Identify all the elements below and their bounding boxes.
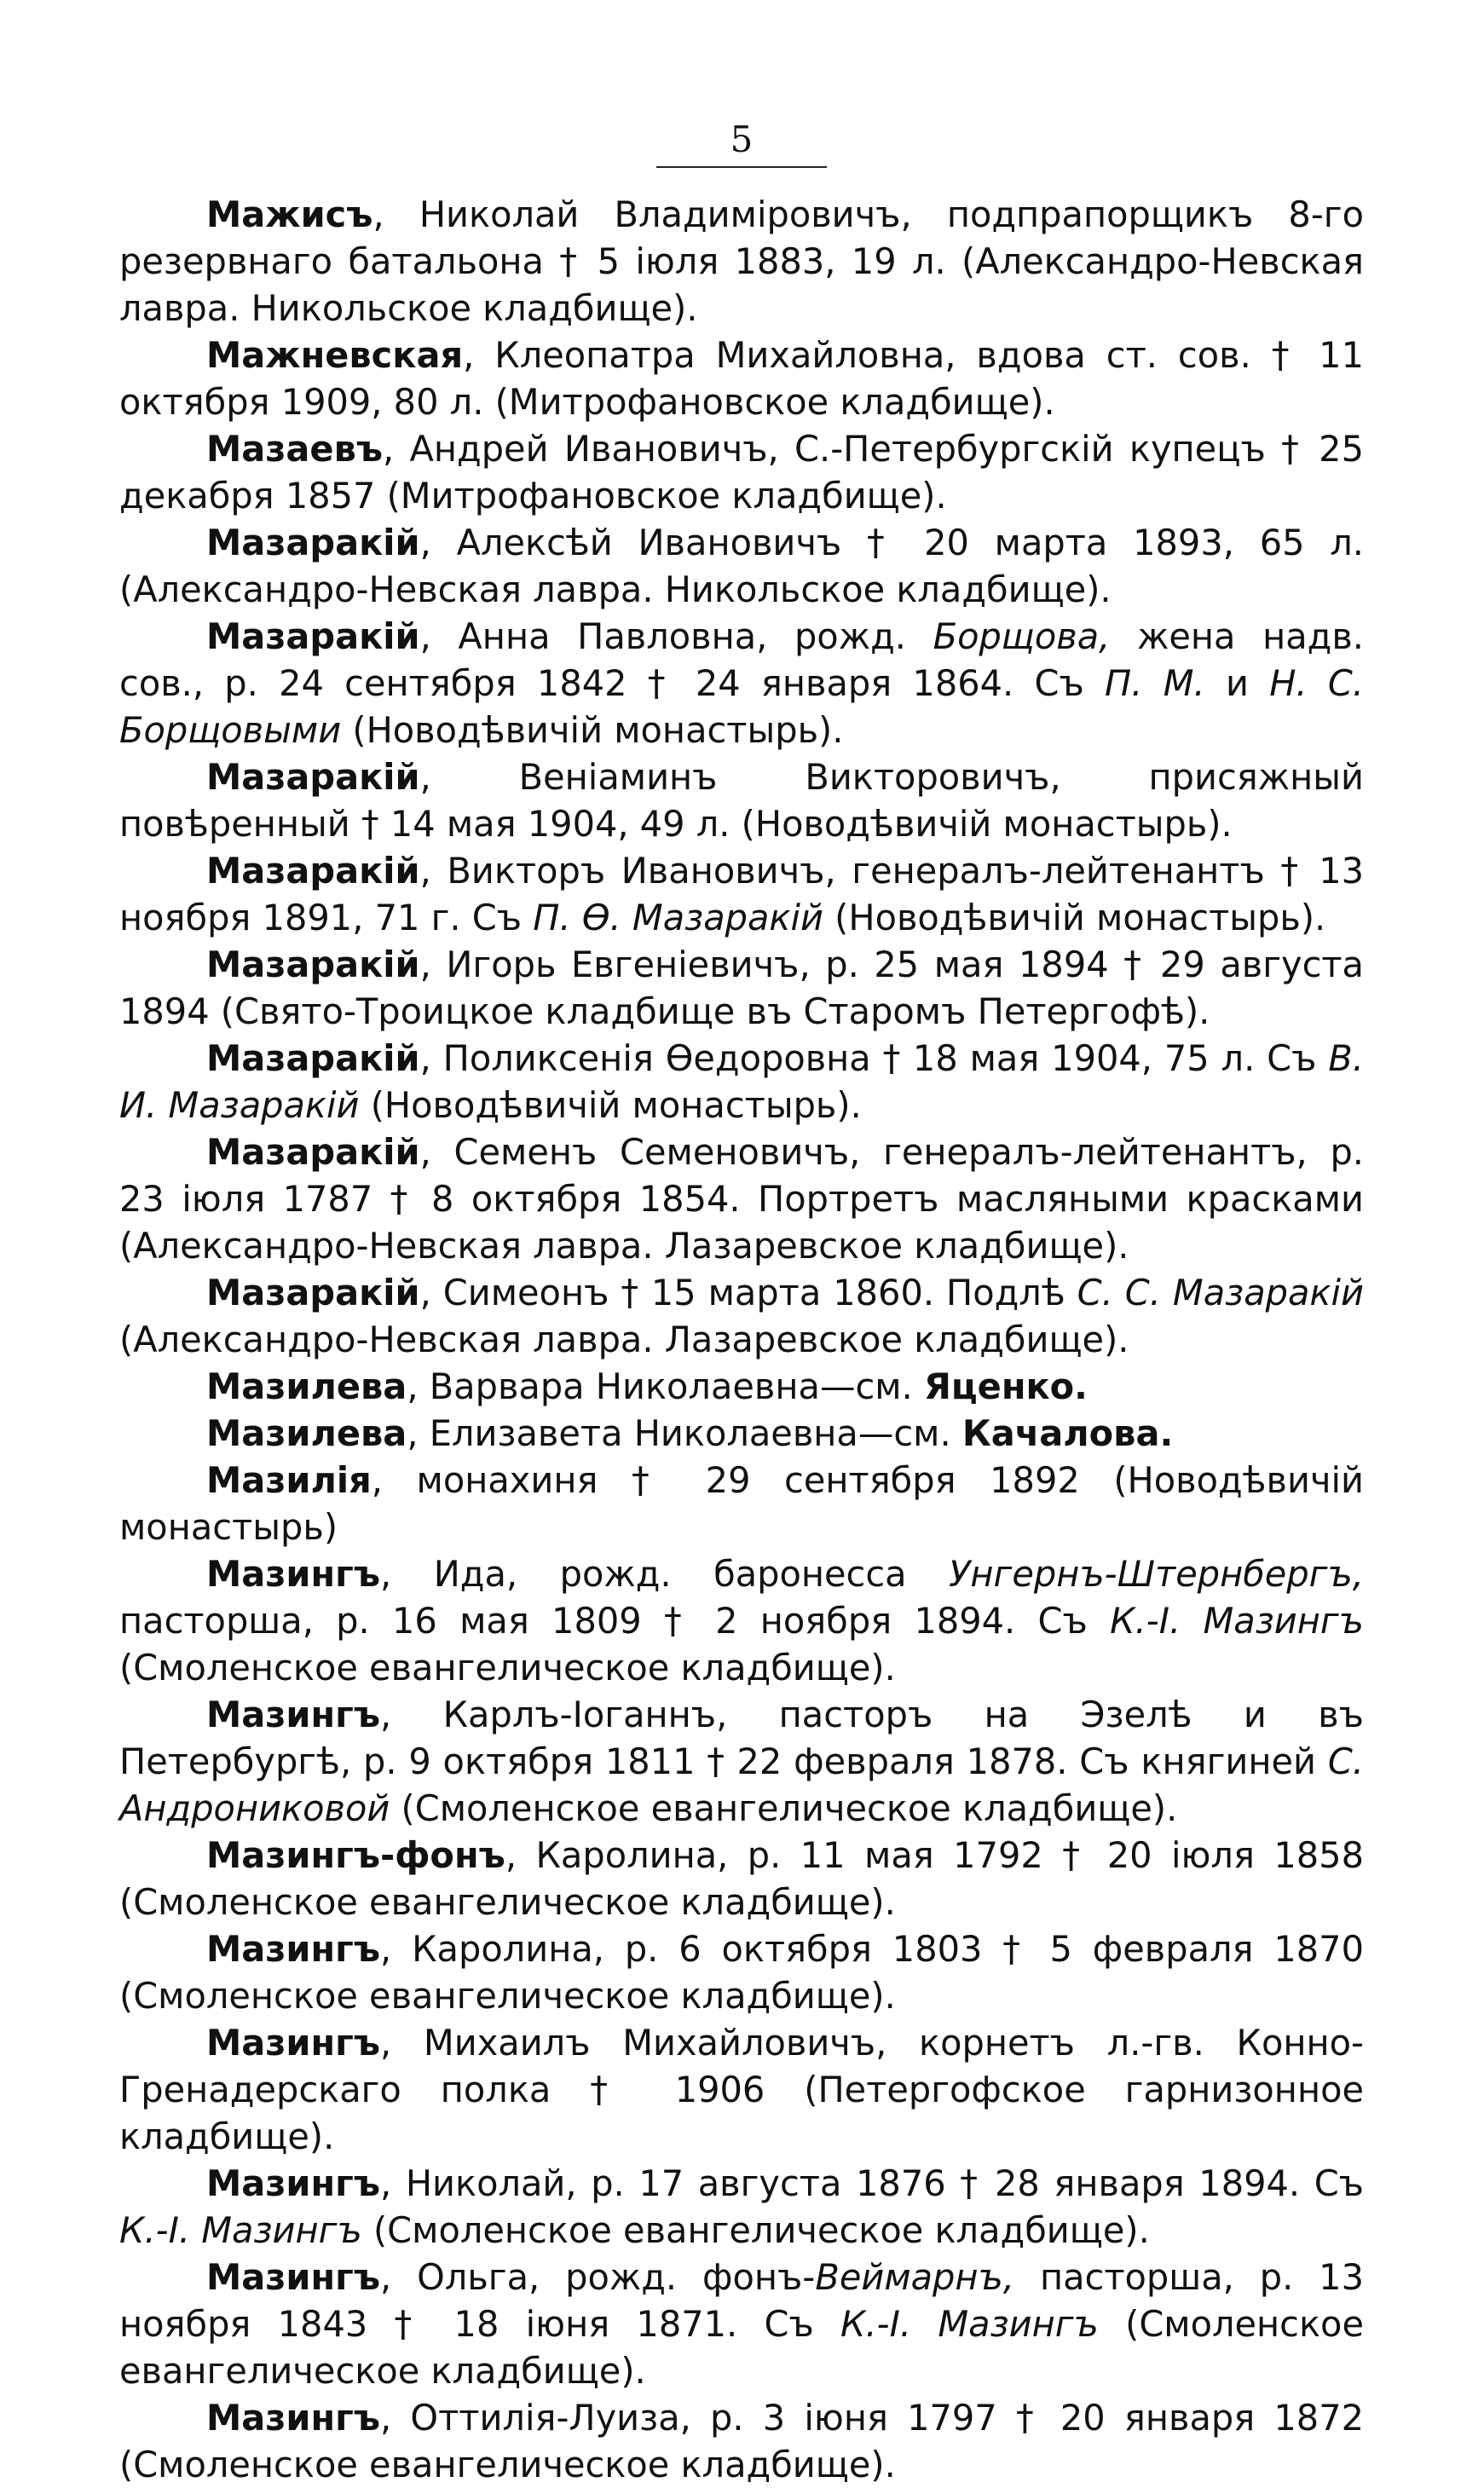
entry-headword: Мажисъ xyxy=(206,193,373,235)
entry-italic-name: П. Ѳ. Мазаракій xyxy=(533,897,823,938)
entry-text: (Смоленское евангелическое кладбище). xyxy=(361,2209,1150,2251)
entry-text: жена надв. сов., р. 24 сентября 1842 † 24 января 1864. Съ xyxy=(119,615,1364,704)
entry xyxy=(119,1832,1364,1925)
entry-text: , Николай Владиміровичъ, подпрапорщикъ 8-го резервнаго батальона † 5 іюля 1883, 19 л. (Александро-Невская лавра. Никольское кладбище). xyxy=(119,193,1364,329)
entry-text: , Ида, рожд. баронесса xyxy=(380,1553,950,1595)
entry-italic-name: Борщова, xyxy=(933,615,1111,657)
entry xyxy=(119,1035,1364,1129)
entry-italic-name: Н. С. Борщовыми xyxy=(119,662,1365,751)
entry-text: (Смоленское евангелическое кладбище). xyxy=(390,1787,1178,1829)
entry xyxy=(119,1269,1364,1363)
entry xyxy=(119,1457,1364,1550)
entry-text: , монахиня † 29 сентября 1892 (Новодѣвичій монастырь) xyxy=(119,1459,1364,1548)
entry-headword: Мазаракій xyxy=(206,756,420,798)
entry-headword: Мазаракій xyxy=(206,522,420,563)
entry-text: , Оттилія-Луиза, р. 3 іюня 1797 † 20 января 1872 (Смоленское евангелическое кладбище). xyxy=(119,2397,1364,2485)
entry-headword: Мазаракій xyxy=(206,1272,420,1313)
entry-headword: Мазаракій xyxy=(206,1131,420,1173)
entry-headword: Яценко. xyxy=(923,1365,1088,1407)
entry-text: , Симеонъ † 15 марта 1860. Подлѣ xyxy=(419,1272,1077,1313)
entry-italic-name: В. И. Мазаракій xyxy=(119,1037,1364,1126)
entry-list xyxy=(119,191,1364,2488)
entry-italic-name: С. Андрониковой xyxy=(119,1740,1364,1829)
entry-text: (Смоленское евангелическое кладбище). xyxy=(119,1647,896,1688)
entry-italic-name: Веймарнъ, xyxy=(815,2256,1015,2298)
entry xyxy=(119,519,1364,613)
entry-headword: Мажневская xyxy=(206,334,464,376)
entry xyxy=(119,1550,1364,1691)
entry xyxy=(119,847,1364,941)
entry-headword: Мазингъ xyxy=(206,2397,381,2439)
entry-text: , Каролина, р. 6 октября 1803 † 5 февраля 1870 (Смоленское евангелическое кладбище). xyxy=(119,1928,1364,2017)
entry-headword: Мазаракій xyxy=(206,615,420,657)
entry-text: , Варвара Николаевна—см. xyxy=(407,1365,924,1407)
entry xyxy=(119,941,1364,1035)
entry xyxy=(119,425,1364,519)
entry-headword: Мазилія xyxy=(206,1459,372,1501)
entry-headword: Мазаракій xyxy=(206,1037,420,1079)
entry-italic-name: К.-І. Мазингъ xyxy=(840,2303,1099,2345)
entry-headword: Мазингъ xyxy=(206,2256,381,2298)
entry xyxy=(119,1691,1364,1832)
entry-text: , Веніаминъ Викторовичъ, присяжный повѣренный † 14 мая 1904, 49 л. (Новодѣвичій монастырь). xyxy=(119,756,1364,845)
entry-text: , Поликсенія Ѳедоровна † 18 мая 1904, 75 л. Съ xyxy=(419,1037,1329,1079)
entry-headword: Мазилева xyxy=(206,1412,407,1454)
entry-text: (Новодѣвичій монастырь). xyxy=(359,1084,862,1126)
entry-text: пасторша, р. 13 ноября 1843 † 18 іюня 1871. Съ xyxy=(119,2256,1364,2345)
entry xyxy=(119,1129,1364,1269)
entry-text: , Игорь Евгеніевичъ, р. 25 мая 1894 † 29 августа 1894 (Свято-Троицкое кладбище въ Старомъ Петергофѣ). xyxy=(119,944,1364,1032)
entry-text: , Елизавета Николаевна—см. xyxy=(407,1412,962,1454)
entry xyxy=(119,1363,1364,1410)
entry-headword: Мазаракій xyxy=(206,850,420,892)
entry-text: , Каролина, р. 11 мая 1792 † 20 іюля 1858 (Смоленское евангелическое кладбище). xyxy=(119,1834,1364,1923)
entry-headword: Мазингъ-фонъ xyxy=(206,1834,505,1876)
entry xyxy=(119,753,1364,847)
entry-text: пасторша, р. 16 мая 1809 † 2 ноября 1894. Съ xyxy=(119,1600,1111,1642)
entry-headword: Мазилева xyxy=(206,1365,407,1407)
entry-text: , Карлъ-Іоганнъ, пасторъ на Эзелѣ и въ Петербургѣ, р. 9 октября 1811 † 22 февраля 1878. Съ княгиней xyxy=(119,1694,1364,1782)
entry xyxy=(119,191,1364,332)
page-number: 5 xyxy=(730,118,754,160)
entry-text: и xyxy=(1204,662,1270,704)
entry-headword: Качалова. xyxy=(961,1412,1174,1454)
entry-text: , Михаилъ Михайловичъ, корнетъ л.-гв. Конно-Гренадерскаго полка † 1906 (Петергофское гарнизонное кладбище). xyxy=(119,2022,1364,2157)
entry xyxy=(119,2254,1364,2394)
entry xyxy=(119,2019,1364,2160)
entry-italic-name: К.-І. Мазингъ xyxy=(1110,1600,1365,1642)
entry xyxy=(119,2394,1364,2488)
entry xyxy=(119,2160,1364,2254)
page-number-rule xyxy=(656,166,827,168)
entry xyxy=(119,613,1364,753)
entry-text: (Новодѣвичій монастырь). xyxy=(341,709,844,751)
entry-italic-name: П. М. xyxy=(1105,662,1205,704)
entry-text: (Новодѣвичій монастырь). xyxy=(823,897,1326,938)
entry xyxy=(119,1410,1364,1457)
entry-headword: Мазингъ xyxy=(206,1928,381,1970)
entry xyxy=(119,332,1364,425)
entry-italic-name: К.-І. Мазингъ xyxy=(119,2209,362,2251)
entry-italic-name: С. С. Мазаракій xyxy=(1077,1272,1365,1313)
entry-text: (Смоленское евангелическое кладбище). xyxy=(119,2303,1364,2392)
entry-text: , Семенъ Семеновичъ, генералъ-лейтенантъ, р. 23 іюля 1787 † 8 октября 1854. Портретъ масляными красками (Александро-Невская лавра. Лазаревское кладбище). xyxy=(119,1131,1364,1267)
entry-headword: Мазингъ xyxy=(206,1694,381,1735)
entry-headword: Мазингъ xyxy=(206,1553,381,1595)
entry-text: , Николай, р. 17 августа 1876 † 28 января 1894. Съ xyxy=(380,2162,1364,2204)
entry-text: , Анна Павловна, рожд. xyxy=(419,615,933,657)
entry-headword: Мазаракій xyxy=(206,944,420,985)
entry-headword: Мазингъ xyxy=(206,2162,381,2204)
entry-text: , Андрей Ивановичъ, С.-Петербургскій купецъ † 25 декабря 1857 (Митрофановское кладбище). xyxy=(119,428,1364,517)
entry-text: , Алексѣй Ивановичъ † 20 марта 1893, 65 л. (Александро-Невская лавра. Никольское кладбище). xyxy=(119,522,1364,610)
entry-headword: Мазаевъ xyxy=(206,428,384,470)
entry-headword: Мазингъ xyxy=(206,2022,381,2064)
entry-text: , Клеопатра Михайловна, вдова ст. сов. † 11 октября 1909, 80 л. (Митрофановское кладбище). xyxy=(119,334,1364,423)
entry-text: , Викторъ Ивановичъ, генералъ-лейтенантъ † 13 ноября 1891, 71 г. Съ xyxy=(119,850,1364,938)
entry-italic-name: Унгернъ-Штернбергъ, xyxy=(949,1553,1364,1595)
entry-text: , Ольга, рожд. фонъ- xyxy=(380,2256,816,2298)
entry-text: (Александро-Невская лавра. Лазаревское кладбище). xyxy=(119,1319,1129,1360)
entry xyxy=(119,1925,1364,2019)
